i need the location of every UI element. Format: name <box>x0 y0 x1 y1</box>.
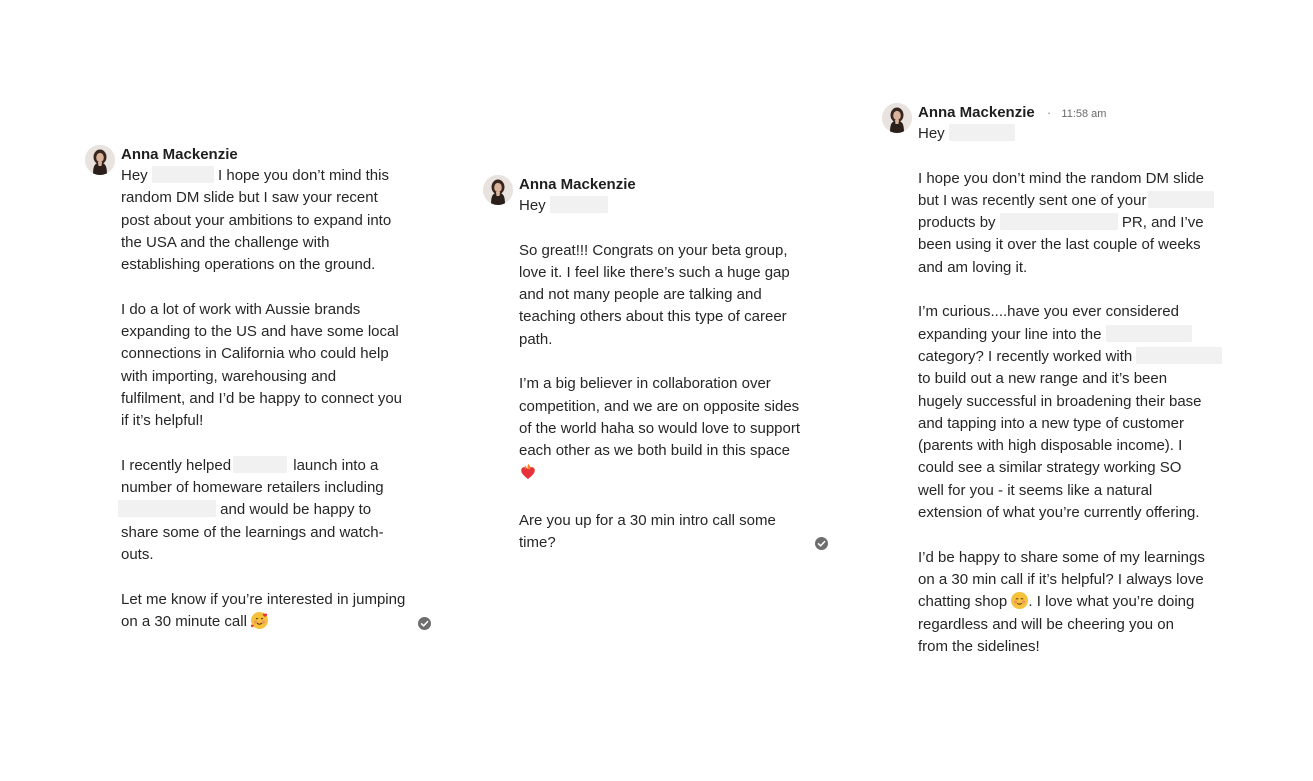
sender-name[interactable]: Anna Mackenzie <box>918 104 1035 121</box>
heart-on-fire-icon <box>519 463 537 488</box>
sender-name[interactable]: Anna Mackenzie <box>121 146 238 163</box>
sender-name[interactable]: Anna Mackenzie <box>519 176 636 193</box>
redacted-text <box>949 124 1015 141</box>
message-header <box>918 103 1106 124</box>
redacted-text <box>550 196 608 213</box>
message-body: Hey So great!!! Congrats on your beta group, love it. I feel like there’s such a huge gap and not many people are talking and teaching others about this type of career path. I’m a big believer in collaboration over competition, and we are on opposite sides of the world haha so would love to support each other as we both build in this space Are you up for a 30 min intro call some time? <box>519 197 801 552</box>
redacted-text <box>233 456 287 473</box>
avatar[interactable] <box>483 175 513 205</box>
message-header <box>121 145 238 165</box>
message-header <box>519 175 636 195</box>
redacted-text <box>152 166 214 183</box>
seen-indicator-icon <box>418 617 431 630</box>
message-body: Hey I hope you don’t mind this random DM slide but I saw your recent post about your ambitions to expand into the USA and the challenge with establishing operations on the ground. I do a lot of work with Aussie brands expanding to the US and have some local connections in California who could help with importing, warehousing and fulfilment, and I’d be happy to connect you if it’s helpful! I recently helped launch into a number of homeware retailers including and would be happy to share some of the learnings and watch- outs. Let me know if you’re interested in jumping on a 30 minute call <box>121 165 405 633</box>
message-timestamp: 11:58 am <box>1061 108 1107 120</box>
seen-indicator-icon <box>815 537 828 550</box>
message-body: Hey I hope you don’t mind the random DM slide but I was recently sent one of your products by PR, and I’ve been using it over the last couple of weeks and am loving it. I’m curious....have you ever considered expanding your line into the category? I recently worked with to build out a new range and it’s been hugely successful in broadening their base and tapping into a new type of customer (parents with high disposable income). I could see a similar strategy working SO well for you - it seems like a natural extension of what you’re currently offering. I’d be happy to share some of my learnings on a 30 min call if it’s helpful? I always love chatting shop . I love what you’re doing regardless and will be cheering you on from the sidelines! <box>918 123 1222 658</box>
redacted-text <box>1136 347 1222 364</box>
redacted-text <box>118 500 216 517</box>
smiling-face-with-hearts-icon <box>251 612 268 629</box>
avatar[interactable] <box>882 103 912 133</box>
redacted-text <box>1106 325 1192 342</box>
smiling-face-icon <box>1011 592 1028 609</box>
redacted-text <box>1000 213 1118 230</box>
redacted-text <box>1148 191 1214 208</box>
header-separator: · <box>1046 105 1052 120</box>
avatar[interactable] <box>85 145 115 175</box>
